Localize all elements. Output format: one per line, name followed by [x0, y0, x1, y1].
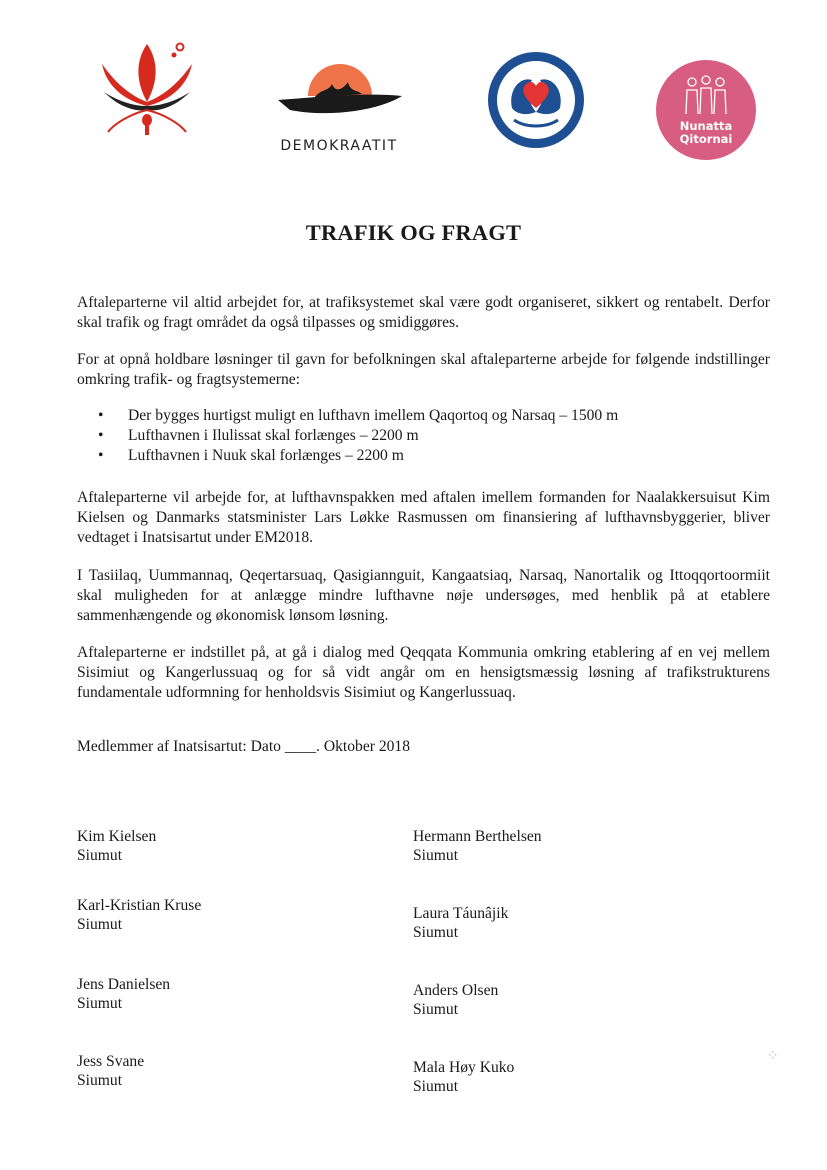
bullet-icon: •	[98, 427, 104, 444]
signatory	[413, 827, 542, 865]
demokraatit-sun-logo-icon	[270, 48, 408, 156]
signatory-name: Laura Táunâjik	[413, 905, 509, 922]
paragraph-qeqqata: Aftaleparterne er indstillet på, at gå i dialog med Qeqqata Kommunia omkring etablering af en vej mellem Sisimiut og Kangerlussuaq og for så vidt angår om en hensigtsmæssig løsning af trafikstrukturens fundamentale udformning for henholdsvis Sisimiut og Kangerlussuaq.	[77, 644, 770, 701]
bullet-icon: •	[98, 407, 104, 424]
signatory-party: Siumut	[77, 847, 123, 864]
bullet-text: Lufthavnen i Nuuk skal forlænges – 2200 m	[128, 447, 404, 464]
nunatta-qitornai-logo-icon	[656, 60, 756, 160]
nq-line2: Qitornai	[679, 132, 733, 146]
list-item	[98, 426, 618, 446]
scan-mark-icon: ⁘	[767, 1049, 779, 1064]
signatory	[413, 981, 498, 1019]
signatory-name: Mala Høy Kuko	[413, 1059, 515, 1076]
list-item	[98, 406, 618, 426]
nunatta-qitornai-text	[656, 120, 756, 146]
signatory	[77, 896, 201, 934]
paragraph-intro: Aftaleparterne vil altid arbejdet for, at trafiksystemet skal være godt organiseret, sikkert og rentabelt. Derfor skal trafik og fragt området da også tilpasses og smidiggøres.	[77, 294, 770, 331]
inuit-ataqatigiit-logo-icon	[486, 50, 586, 150]
paragraph-indstillinger: For at opnå holdbare løsninger til gavn for befolkningen skal aftaleparterne arbejde for følgende indstillinger omkring trafik- og fragtsystemerne:	[77, 351, 770, 388]
paragraph-lufthavnspakken: Aftaleparterne vil arbejde for, at lufthavnspakken med aftalen imellem formanden for Naalakkersuisut Kim Kielsen og Danmarks statsminister Lars Løkke Rasmussen om finansiering af lufthavnsbyggerier, bliver vedtaget i Inatsisartut under EM2018.	[77, 489, 770, 546]
signatory-party: Siumut	[413, 1078, 459, 1095]
signatory-name: Karl-Kristian Kruse	[77, 897, 202, 914]
signatory	[77, 827, 156, 865]
signatory-name: Jess Svane	[77, 1053, 145, 1070]
signatory-party: Siumut	[77, 1072, 123, 1089]
signatory	[77, 1052, 144, 1090]
date-line: Medlemmer af Inatsisartut: Dato ____. Oktober 2018	[77, 738, 411, 755]
bullet-icon: •	[98, 447, 104, 464]
signatory-name: Hermann Berthelsen	[413, 828, 542, 845]
signatory-party: Siumut	[413, 1001, 459, 1018]
nq-line1: Nunatta	[679, 119, 733, 133]
bullet-text: Lufthavnen i Ilulissat skal forlænges – 2200 m	[128, 427, 419, 444]
page-title: TRAFIK OG FRAGT	[305, 220, 522, 245]
list-item	[98, 446, 618, 466]
demokraatit-label: DEMOKRAATIT	[280, 138, 398, 154]
signatory	[413, 1058, 514, 1096]
signatory-name: Kim Kielsen	[77, 828, 157, 845]
signatory-name: Jens Danielsen	[77, 976, 171, 993]
siumut-flower-logo-icon	[92, 38, 202, 138]
signatory-party: Siumut	[77, 916, 123, 933]
signatory	[77, 975, 170, 1013]
paragraph-mindre-lufthavne: I Tasiilaq, Uummannaq, Qeqertarsuaq, Qasigiannguit, Kangaatsiaq, Narsaq, Nanortalik og Ittoqqortoormiit skal muligheden for at anlægge mindre lufthavne nøje undersøges, med henblik på at etablere sammenhængende og økonomisk lønsom løsning.	[77, 567, 770, 624]
bullet-text: Der bygges hurtigst muligt en lufthavn imellem Qaqortoq og Narsaq – 1500 m	[128, 407, 619, 424]
signatory	[413, 904, 508, 942]
signatory-party: Siumut	[413, 847, 459, 864]
signatory-party: Siumut	[77, 995, 123, 1012]
bullet-list	[98, 406, 618, 466]
signatory-party: Siumut	[413, 924, 459, 941]
signatory-name: Anders Olsen	[413, 982, 499, 999]
